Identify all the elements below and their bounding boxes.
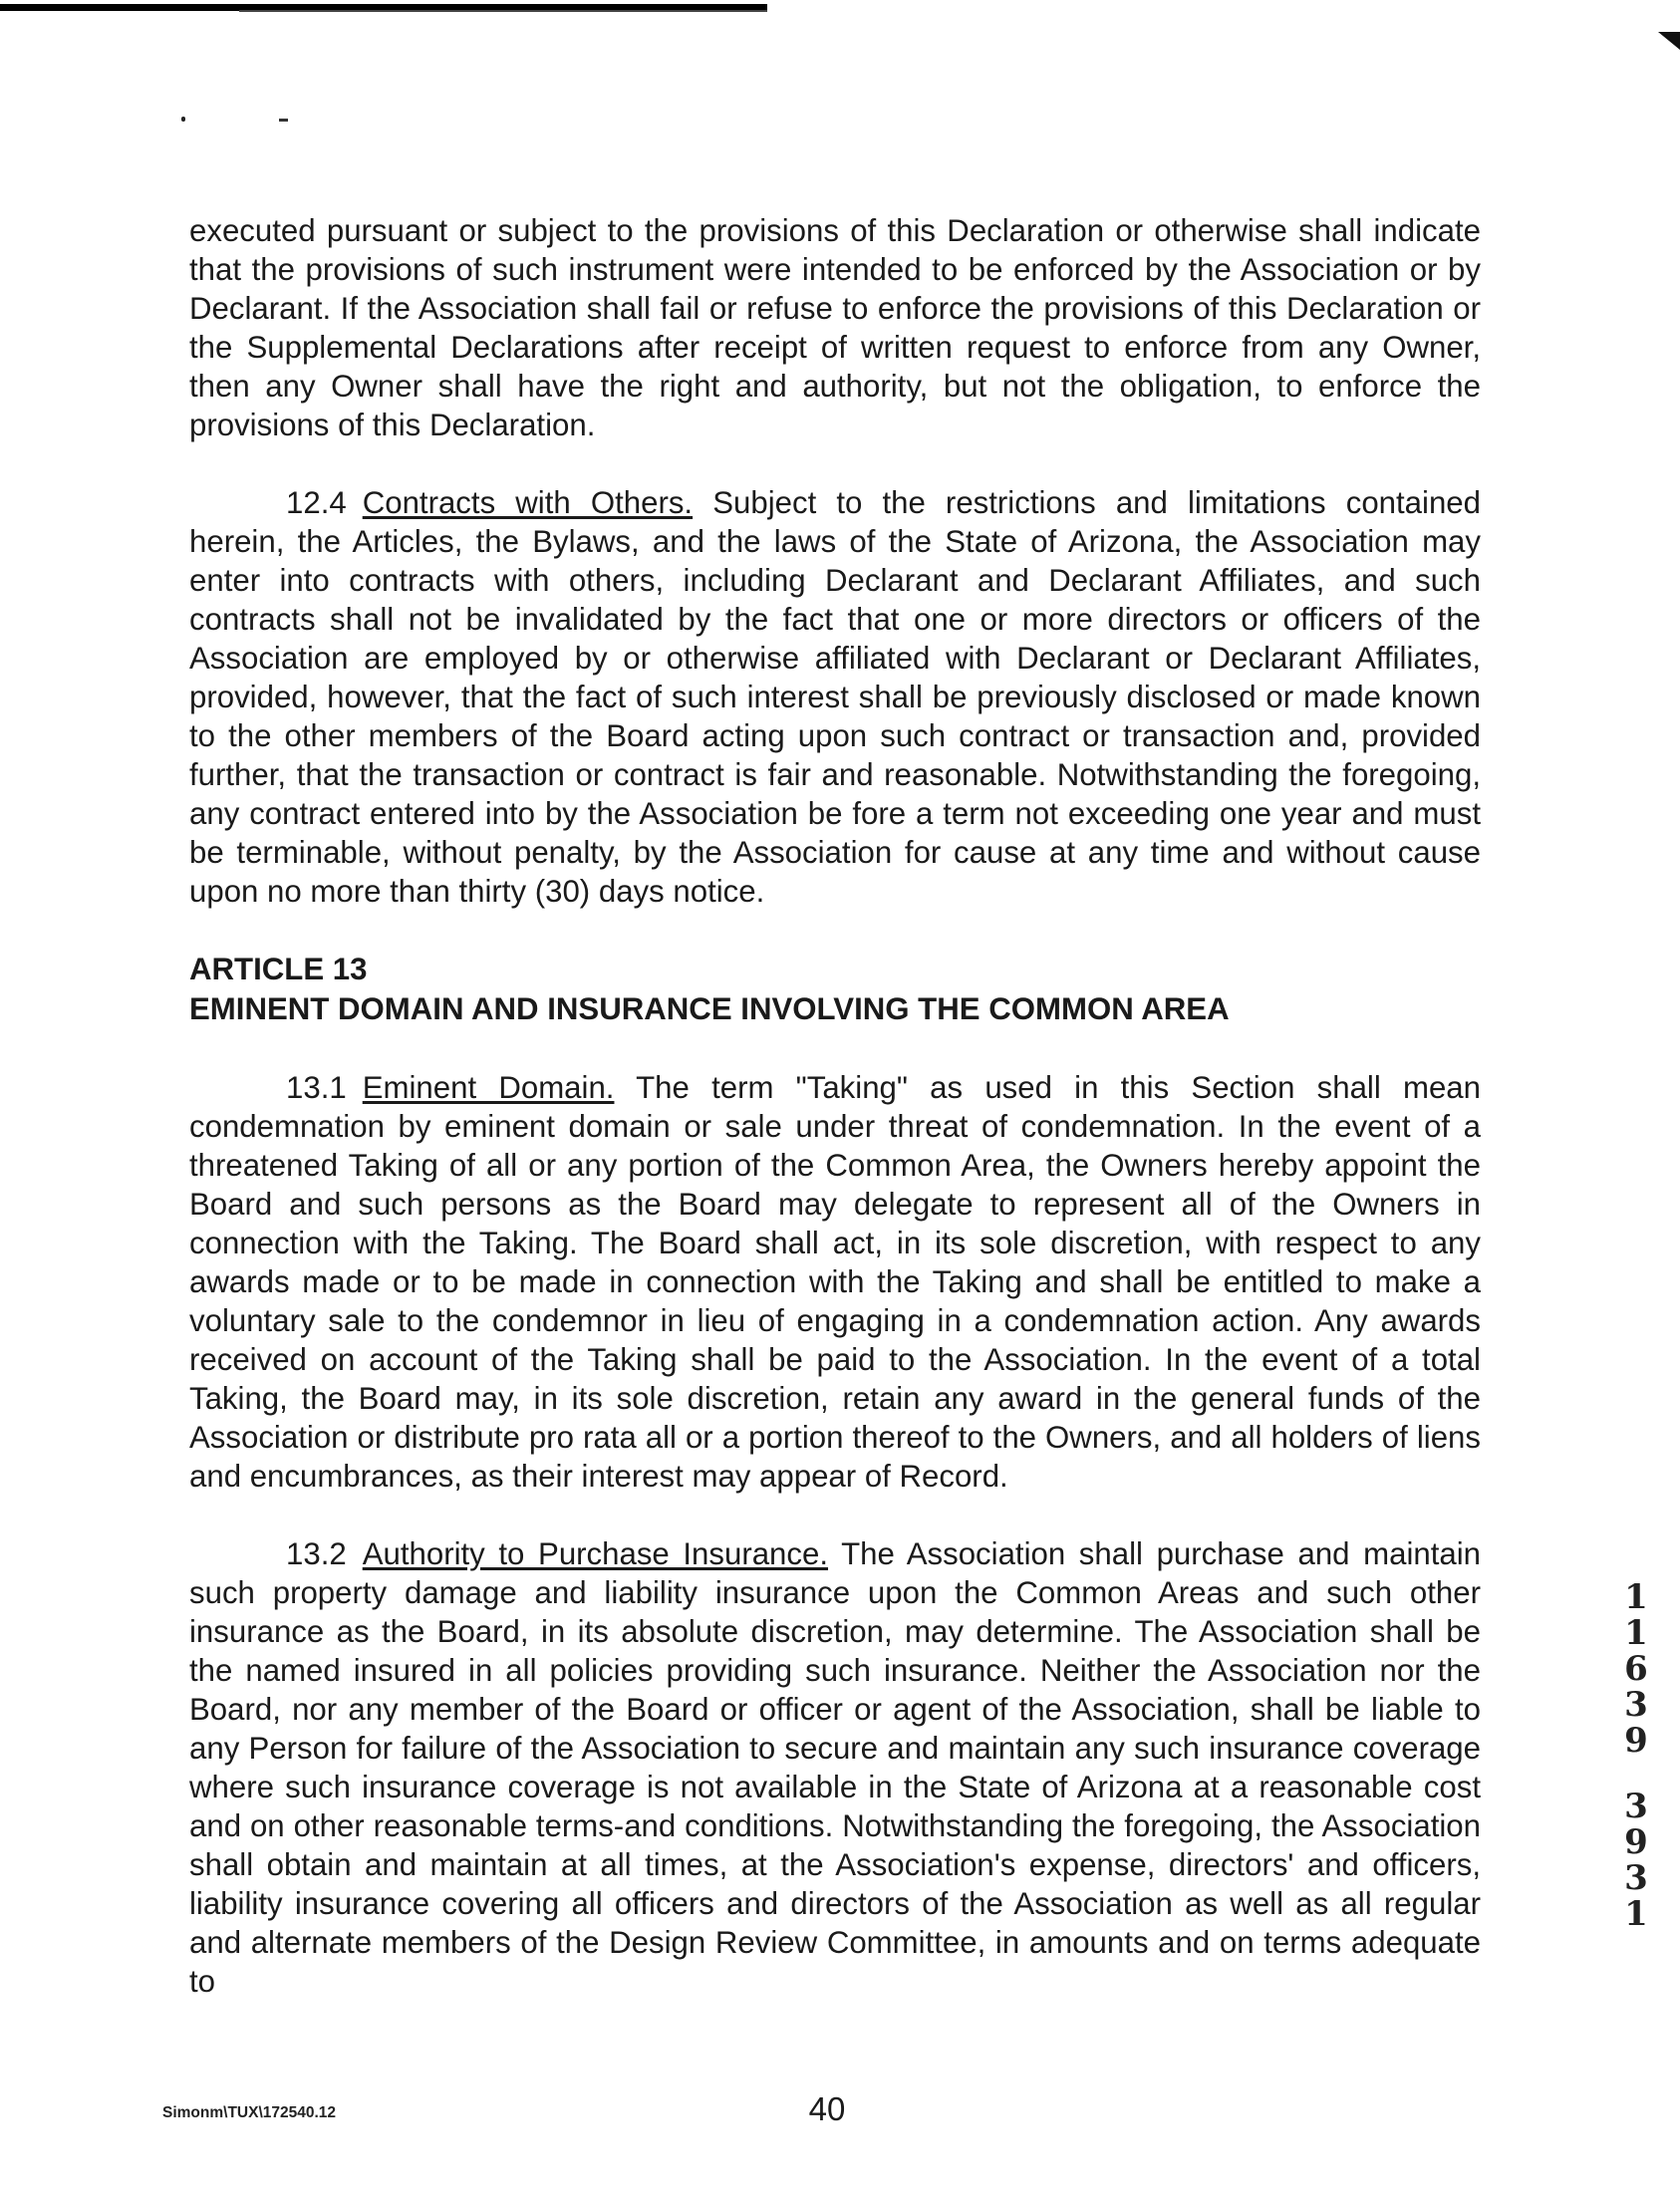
stamp-digit: 3 — [1624, 1787, 1648, 1826]
section-number: 13.2 — [286, 1536, 347, 1571]
stamp-digit: 1 — [1624, 1613, 1648, 1653]
section-title: Contracts with Others. — [362, 485, 694, 520]
intro-paragraph: executed pursuant or subject to the provisions of this Declaration or otherwise shall indicate that the provisions of such instrument were intended to be enforced by the Association or by Declarant. If the Association shall fail or refuse to enforce the provisions of this Declaration or the Supplemental Declarations after receipt of written request to enforce from any Owner, then any Owner shall have the right and authority, but not the obligation, to enforce the provisions of this Declaration. — [189, 213, 1481, 442]
stamp-digit: 3 — [1624, 1858, 1648, 1898]
scan-artifact-line — [239, 10, 767, 12]
section-number: 12.4 — [286, 485, 347, 520]
section-title: Eminent Domain. — [362, 1070, 615, 1105]
page-number: 40 — [808, 2090, 846, 2127]
scan-speck — [181, 117, 185, 122]
article-label: ARTICLE 13 — [189, 952, 368, 986]
footer-doc-id: Simonm\TUX\172540.12 — [162, 2104, 337, 2121]
corner-scan-mark — [1658, 32, 1680, 50]
stamp-digit: 9 — [1624, 1721, 1648, 1761]
stamp-digit: 9 — [1624, 1822, 1648, 1862]
stamp-digit: 1 — [1624, 1894, 1648, 1934]
section-text: The term "Taking" as used in this Section shall mean condemnation by eminent domain or sale under threat of condemnation. In the event of a threatened Taking of all or any portion of the Common Area, the Owners hereby appoint the Board and such persons as the Board may delegate to represent all of the Owners in connection with the Taking. The Board shall act, in its sole discretion, with respect to any awards made or to be made in connection with the Taking and shall be entitled to make a voluntary sale to the condemnor in lieu of engaging in a condemnation action. Any awards received on account of the Taking shall be paid to the Association. In the event of a total Taking, the Board may, in its sole discretion, retain any award in the general funds of the Association or distribute pro rata all or a portion thereof to the Owners, and all holders of liens and encumbrances, as their interest may appear of Record. — [189, 1070, 1481, 1494]
margin-stamp-bottom — [1616, 1789, 1656, 1932]
margin-stamp-top — [1616, 1579, 1656, 1759]
document-body — [189, 211, 1481, 2040]
section-title: Authority to Purchase Insurance. — [362, 1536, 829, 1571]
section-text: The Association shall purchase and maintain such property damage and liability insurance upon the Common Areas and such other insurance as the Board, in its absolute discretion, may determine. The Association shall be the named insured in all policies providing such insurance. Neither the Association nor the Board, nor any member of the Board or officer or agent of the Association, shall be liable to any Person for failure of the Association to secure and maintain any such insurance coverage where such insurance coverage is not available in the State of Arizona at a reasonable cost and on other reasonable terms-and conditions. Notwithstanding the foregoing, the Association shall obtain and maintain at all times, at the Association's expense, directors' and officers, liability insurance covering all officers and directors of the Association as well as all regular and alternate members of the Design Review Committee, in amounts and on terms adequate to — [189, 1536, 1482, 1999]
stamp-digit: 3 — [1624, 1685, 1648, 1725]
section-13-1 — [189, 1068, 1481, 1496]
section-12-4 — [189, 483, 1481, 911]
stamp-digit: 6 — [1624, 1649, 1648, 1689]
stamp-digit: 1 — [1624, 1577, 1648, 1617]
article-heading — [189, 950, 1481, 1029]
section-number: 13.1 — [286, 1070, 347, 1105]
section-text: Subject to the restrictions and limitations contained herein, the Articles, the Bylaws, and the laws of the State of Arizona, the Association may enter into contracts with others, including Declarant and Declarant Affiliates, and such contracts shall not be invalidated by the fact that one or more directors or officers of the Association are employed by or otherwise affiliated with Declarant or Declarant Affiliates, provided, however, that the fact of such interest shall be previously disclosed or made known to the other members of the Board acting upon such contract or transaction and, provided further, that the transaction or contract is fair and reasonable. Notwithstanding the foregoing, any contract entered into by the Association be fore a term not exceeding one year and must be terminable, without penalty, by the Association for cause at any time and without cause upon no more than thirty (30) days notice. — [189, 485, 1481, 909]
section-13-2 — [189, 1534, 1481, 2001]
scan-speck — [279, 119, 288, 122]
article-title: EMINENT DOMAIN AND INSURANCE INVOLVING THE COMMON AREA — [189, 991, 1230, 1026]
